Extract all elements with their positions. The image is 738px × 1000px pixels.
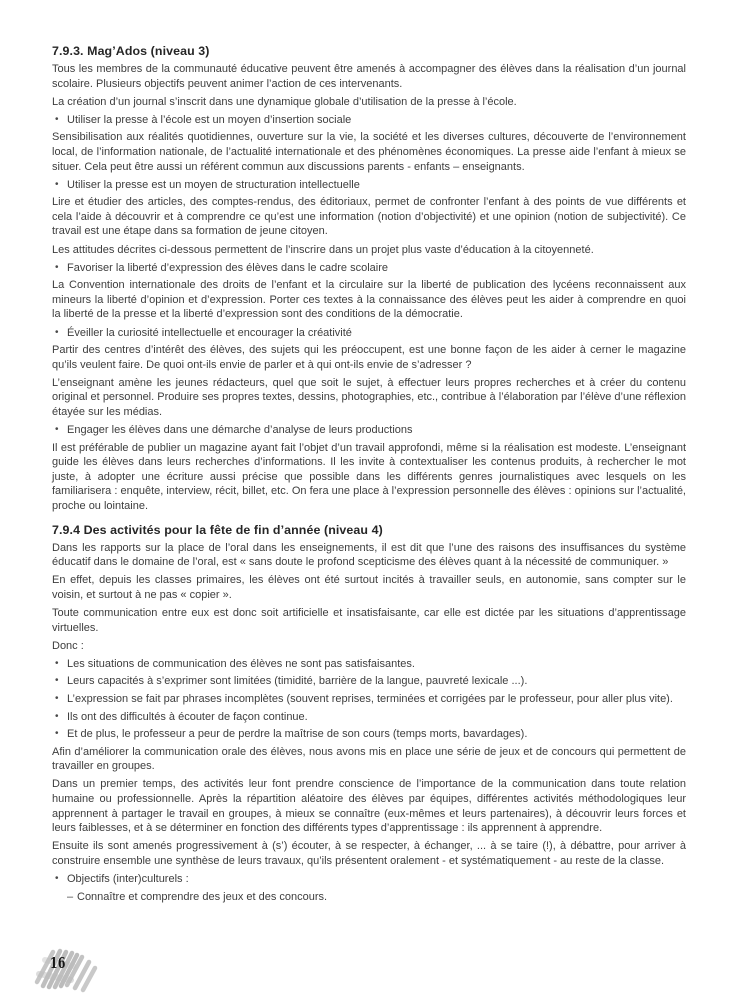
paragraph: Dans les rapports sur la place de l’oral dans les enseignements, il est dit que l’une des raisons des insuffisances du système éducatif dans le domaine de l’oral, est « sans doute le profond scepticisme des élèves quant à la nécessité de communiquer. » xyxy=(52,541,686,569)
paragraph: L’enseignant amène les jeunes rédacteurs, quel que soit le sujet, à effectuer leurs propres recherches et à créer du contenu original et personnel. Produire ses propres textes, dessins, photographies, etc., contribue à l’élaboration par l’élève d’une réflexion étayée sur les médias. xyxy=(52,376,686,418)
bullet-icon: • xyxy=(55,261,59,273)
bullet-text: Engager les élèves dans une démarche d’analyse de leurs productions xyxy=(67,424,413,437)
bullet-text: Utiliser la presse à l’école est un moyen d’insertion sociale xyxy=(67,113,352,126)
bullet-item xyxy=(52,710,686,725)
bullet-icon: • xyxy=(55,692,59,704)
bullet-item xyxy=(52,727,686,742)
bullet-icon: • xyxy=(55,728,59,740)
paragraph: La création d’un journal s’inscrit dans une dynamique globale d’utilisation de la presse à l’école. xyxy=(52,95,517,108)
paragraph: En effet, depuis les classes primaires, les élèves ont été surtout incités à travailler seuls, en autonomie, sans compter sur le voisin, et surtout à ne pas « copier ». xyxy=(52,574,686,601)
sub-list-text: Connaître et comprendre des jeux et des concours. xyxy=(77,890,328,903)
page-number: 16 xyxy=(50,954,66,972)
paragraph: Afin d’améliorer la communication orale des élèves, nous avons mis en place une série de jeux et de concours qui permettent de travailler en groupes. xyxy=(52,745,686,773)
page-content xyxy=(52,44,686,907)
bullet-icon: • xyxy=(55,113,59,125)
bullet-item xyxy=(52,113,686,128)
bullet-item xyxy=(52,657,686,672)
bullet-item xyxy=(52,674,686,689)
paragraph: Ensuite ils sont amenés progressivement à (s’) écouter, à se respecter, à échanger, ... à se taire (!), à débattre, pour arriver à construire ensemble une synthèse de leurs travaux, qu’ils présentent oralement - et systématiquement - au reste de la classe. xyxy=(52,840,686,867)
paragraph: Sensibilisation aux réalités quotidiennes, ouverture sur la vie, la société et les diverses cultures, découverte de l’environnement local, de l’information nationale, de l’actualité internationale et des phénomènes économiques. La presse aide l’enfant à mieux se situer. Cela peut être aussi un référent commun aux discussions parents - enfants – enseignants. xyxy=(52,131,686,173)
dash-icon: – xyxy=(67,890,74,903)
bullet-text: Favoriser la liberté d’expression des élèves dans le cadre scolaire xyxy=(67,261,388,274)
section-heading-7-9-3: 7.9.3. Mag’Ados (niveau 3) xyxy=(52,44,210,58)
bullet-icon: • xyxy=(55,873,59,884)
bullet-item xyxy=(52,326,686,341)
bullet-item xyxy=(52,178,686,193)
sub-list-item xyxy=(52,890,686,905)
bullet-text: Objectifs (inter)culturels : xyxy=(67,873,189,885)
bullet-text: Éveiller la curiosité intellectuelle et encourager la créativité xyxy=(67,326,352,339)
bullet-text: Utiliser la presse est un moyen de structuration intellectuelle xyxy=(67,178,360,191)
paragraph: Toute communication entre eux est donc soit artificielle et insatisfaisante, car elle est dictée par les situations d’apprentissage virtuelles. xyxy=(52,607,686,634)
bullet-icon: • xyxy=(55,326,59,338)
page-number-area xyxy=(33,944,103,994)
bullet-icon: • xyxy=(55,178,59,190)
paragraph: Il est préférable de publier un magazine ayant fait l’objet d’un travail approfondi, même si la réalisation est modeste. L’enseignant guide les élèves dans leurs recherches d’informations. Il les invite à contextualiser les contenus produits, à rechercher le mot juste, à adopter une écriture aussi précise que possible dans les différents genres journalistiques avec lesquels on les familiarisera : enquête, interview, récit, billet, etc. On fera une place à l’expression personnelle des élèves : opinions sur l’actualité, proche ou lointaine. xyxy=(52,441,686,513)
bullet-item xyxy=(52,692,686,707)
bullet-item xyxy=(52,423,686,438)
paragraph: Lire et étudier des articles, des comptes-rendus, des éditoriaux, permet de confronter l’enfant à des points de vue différents et cela l’aide à découvrir et à comprendre ce qu’est une information (notion d’objectivité) et une opinion (notion de subjectivité). Ce travail est une étape dans sa formation de jeune citoyen. xyxy=(52,196,686,238)
scribble-decoration-icon xyxy=(33,944,103,994)
bullet-item xyxy=(52,872,686,887)
bullet-item xyxy=(52,261,686,276)
paragraph: Donc : xyxy=(52,639,84,652)
bullet-icon: • xyxy=(55,424,59,436)
paragraph: Les attitudes décrites ci-dessous permettent de l’inscrire dans un projet plus vaste d’éducation à la citoyenneté. xyxy=(52,243,594,256)
bullet-text: Et de plus, le professeur a peur de perdre la maîtrise de son cours (temps morts, bavardages). xyxy=(67,728,528,741)
paragraph: Partir des centres d’intérêt des élèves, des sujets qui les préoccupent, est une bonne façon de les aider à cerner le magazine qu’ils veulent faire. De quoi ont-ils envie de parler et à qui ont-ils envie de s’adresser ? xyxy=(52,344,686,371)
bullet-text: Ils ont des difficultés à écouter de façon continue. xyxy=(67,710,308,723)
bullet-text: Les situations de communication des élèves ne sont pas satisfaisantes. xyxy=(67,657,415,670)
bullet-icon: • xyxy=(55,675,59,687)
section-heading-7-9-4: 7.9.4 Des activités pour la fête de fin d’année (niveau 4) xyxy=(52,522,383,537)
bullet-icon: • xyxy=(55,657,59,669)
bullet-text: Leurs capacités à s’exprimer sont limitées (timidité, barrière de la langue, pauvreté lexicale ...). xyxy=(67,675,528,688)
bullet-icon: • xyxy=(55,710,59,722)
paragraph: Tous les membres de la communauté éducative peuvent être amenés à accompagner des élèves dans la réalisation d’un journal scolaire. Plusieurs objectifs peuvent animer l’action de ces intervenants. xyxy=(52,63,686,90)
bullet-text: L’expression se fait par phrases incomplètes (souvent reprises, terminées et corrigées par le professeur, pour aller plus vite). xyxy=(67,692,673,705)
paragraph: Dans un premier temps, des activités leur font prendre conscience de l’importance de la communication dans toute relation humaine ou professionnelle. Après la répartition aléatoire des élèves par équipes, différentes activités méthodologiques leur apprennent à partager le travail en groupes, à mieux se connaître (eux-mêmes et leurs partenaires), à découvrir leurs forces et leurs faiblesses, et à se déterminer en fonction des différents types d’apprentissage : ils apprennent à apprendre. xyxy=(52,778,686,835)
paragraph: La Convention internationale des droits de l’enfant et la circulaire sur la liberté de publication des lycéens reconnaissent aux mineurs la liberté d’opinion et d’expression. Porter ces textes à la connaissance des élèves peut les aider à comprendre en quoi la liberté de la presse et la liberté d’expression sont des conditions de la démocratie. xyxy=(52,279,686,321)
